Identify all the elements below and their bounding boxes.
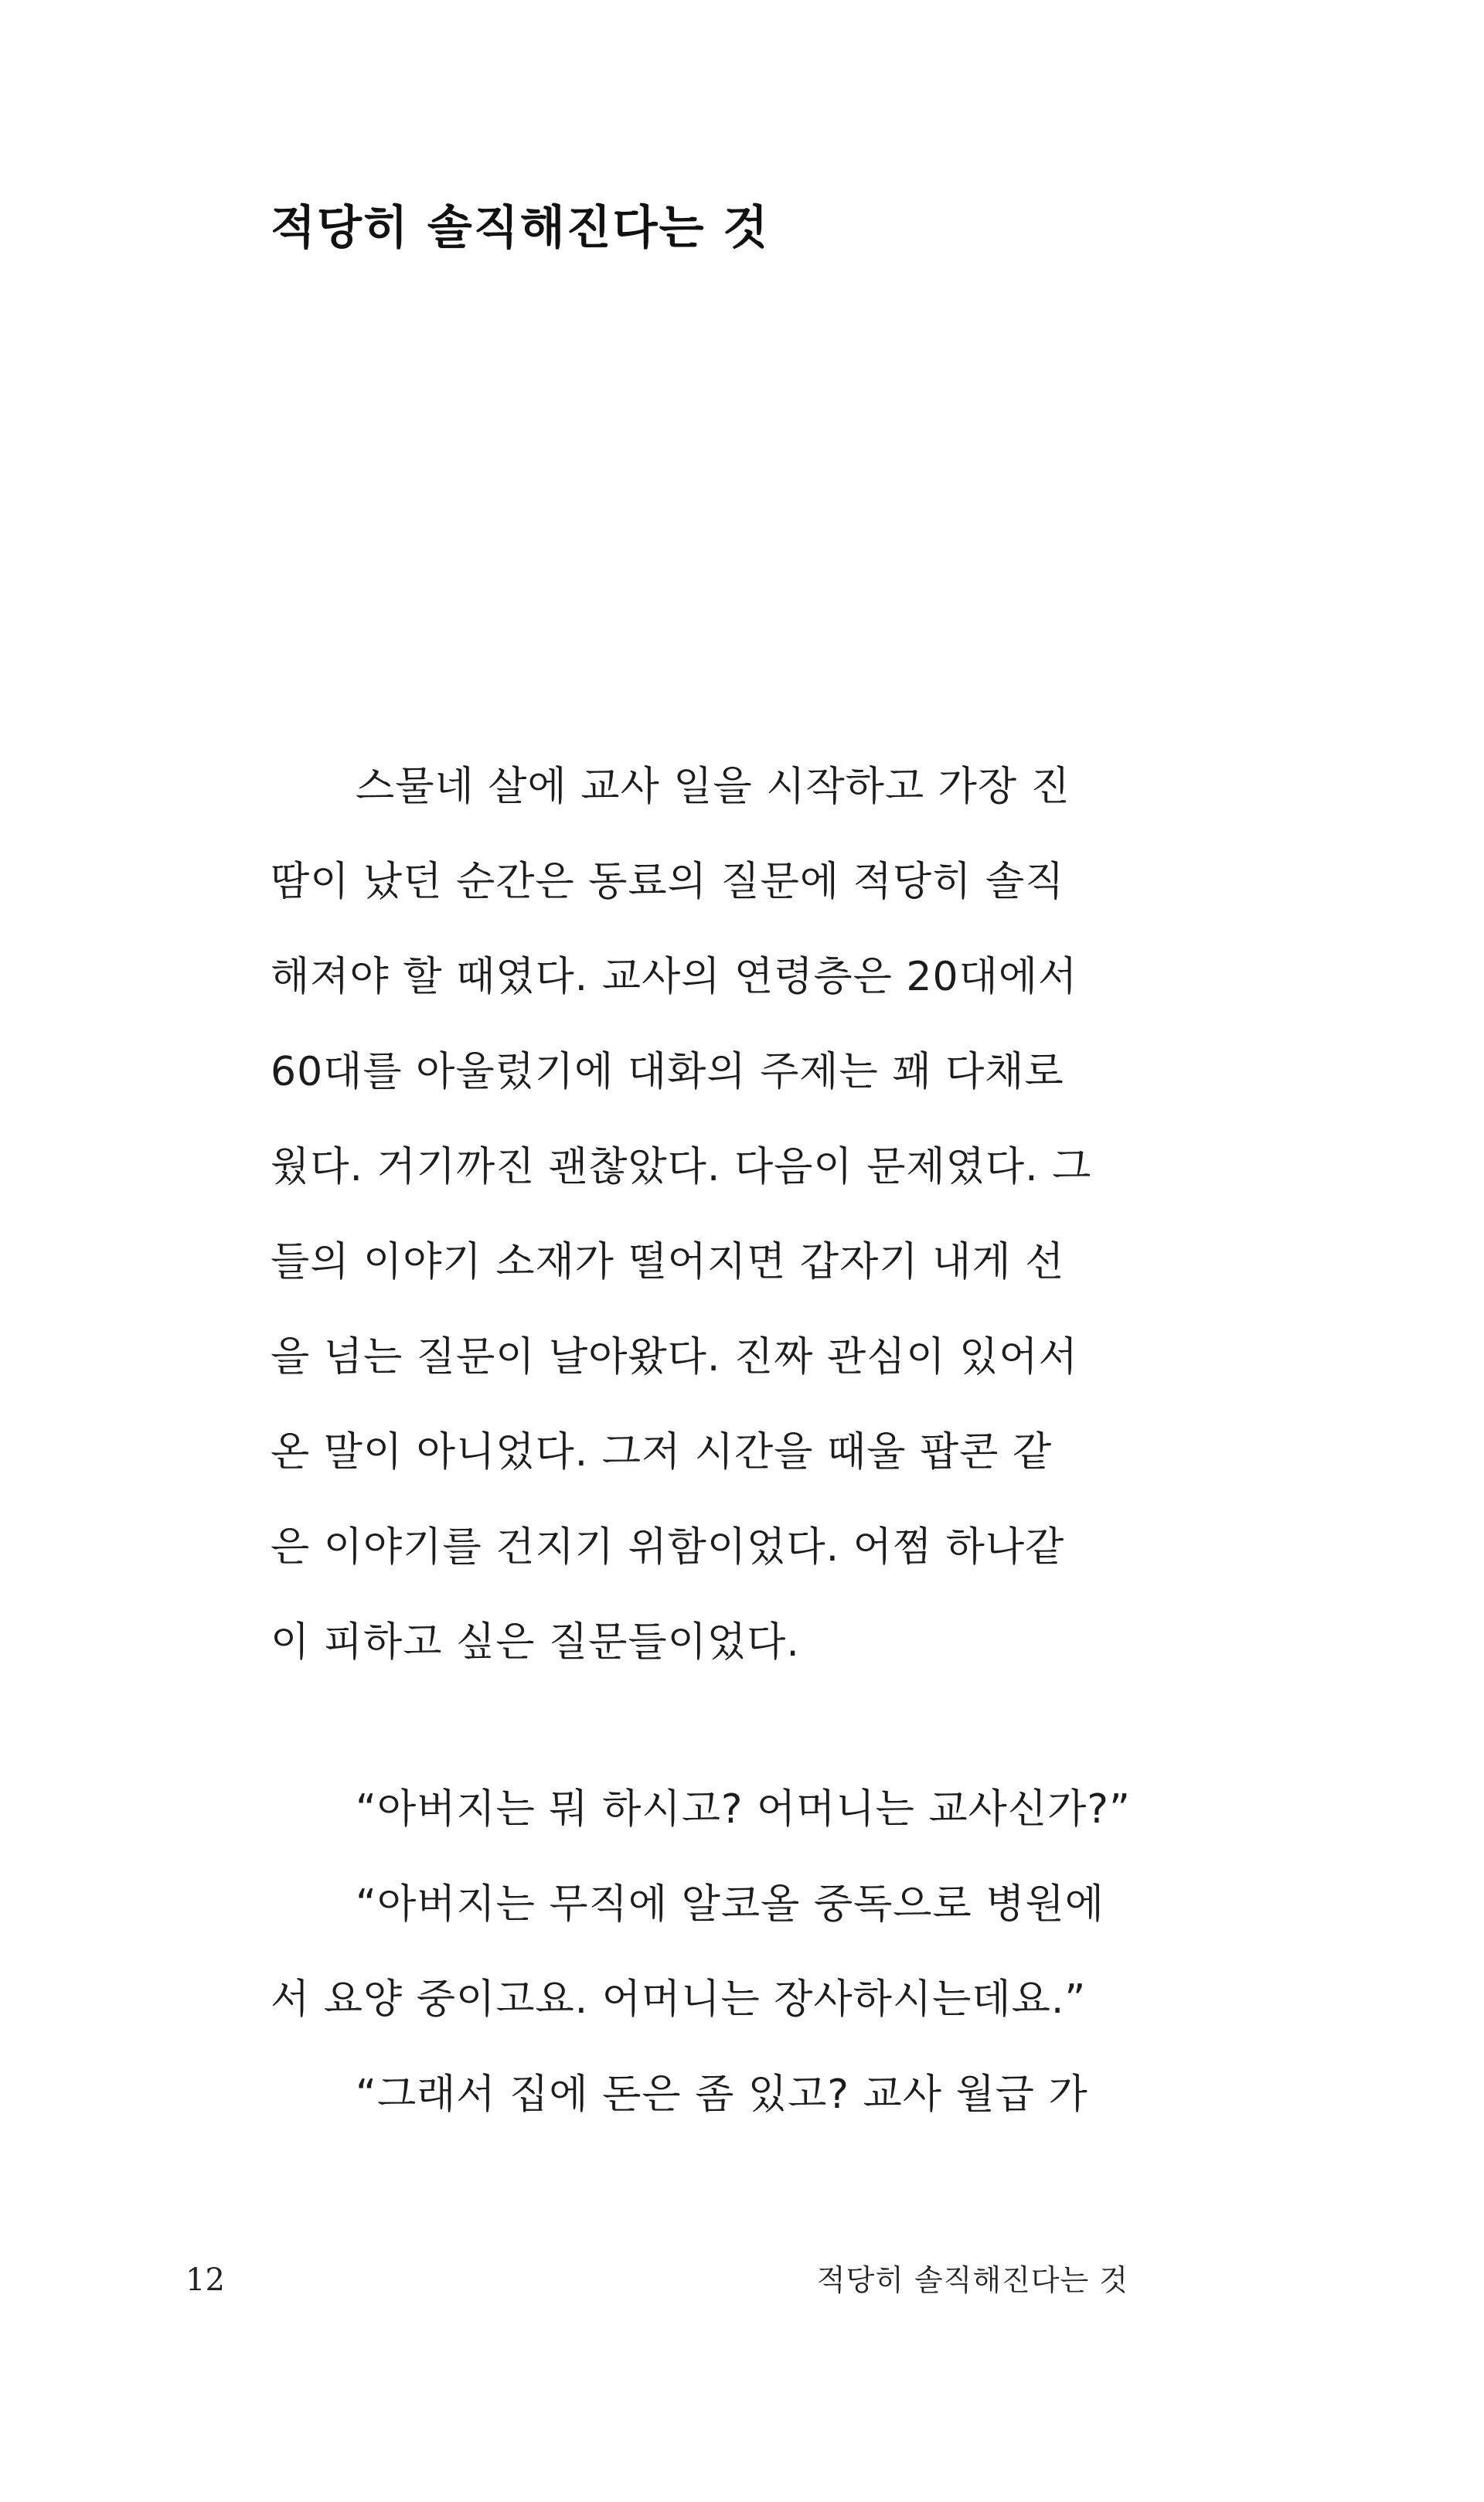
text-line: 해져야 할 때였다. 교사의 연령층은 20대에서 (271, 954, 1078, 1000)
page-number: 12 (186, 2262, 225, 2298)
text-line: 들의 이야기 소재가 떨어지면 갑자기 내게 선 (271, 1239, 1065, 1285)
text-line: 이 피하고 싶은 질문들이었다. (271, 1619, 800, 1666)
text-line: 을 넘는 질문이 날아왔다. 진짜 관심이 있어서 (271, 1334, 1078, 1380)
body-paragraph-1 (271, 740, 1159, 1690)
text-line: 웠다. 거기까진 괜찮았다. 다음이 문제였다. 그 (271, 1144, 1092, 1190)
text-line: 땀이 났던 순간은 동료의 질문에 적당히 솔직 (271, 859, 1065, 905)
text-line: 60대를 아울렀기에 대화의 주제는 꽤 다채로 (271, 1049, 1064, 1095)
dialogue-line: “그래서 집에 돈은 좀 있고? 교사 월급 가 (356, 2071, 1088, 2118)
text-line: 스물네 살에 교사 일을 시작하고 가장 진 (356, 764, 1070, 810)
dialogue-line: “아버지는 무직에 알코올 중독으로 병원에 (356, 1881, 1105, 1928)
text-line: 온 말이 아니었다. 그저 시간을 때울 팝콘 같 (271, 1429, 1053, 1476)
chapter-title: 적당히 솔직해진다는 것 (271, 201, 770, 255)
text-line: 은 이야기를 건지기 위함이었다. 어쩜 하나같 (271, 1524, 1065, 1571)
dialogue-line: 서 요양 중이고요. 어머니는 장사하시는데요.” (271, 1976, 1087, 2023)
running-title: 적당히 솔직해진다는 것 (816, 2263, 1128, 2297)
dialogue-line: “아버지는 뭐 하시고? 어머니는 교사신가?” (356, 1786, 1131, 1833)
dialogue-paragraph (271, 1762, 1159, 2143)
